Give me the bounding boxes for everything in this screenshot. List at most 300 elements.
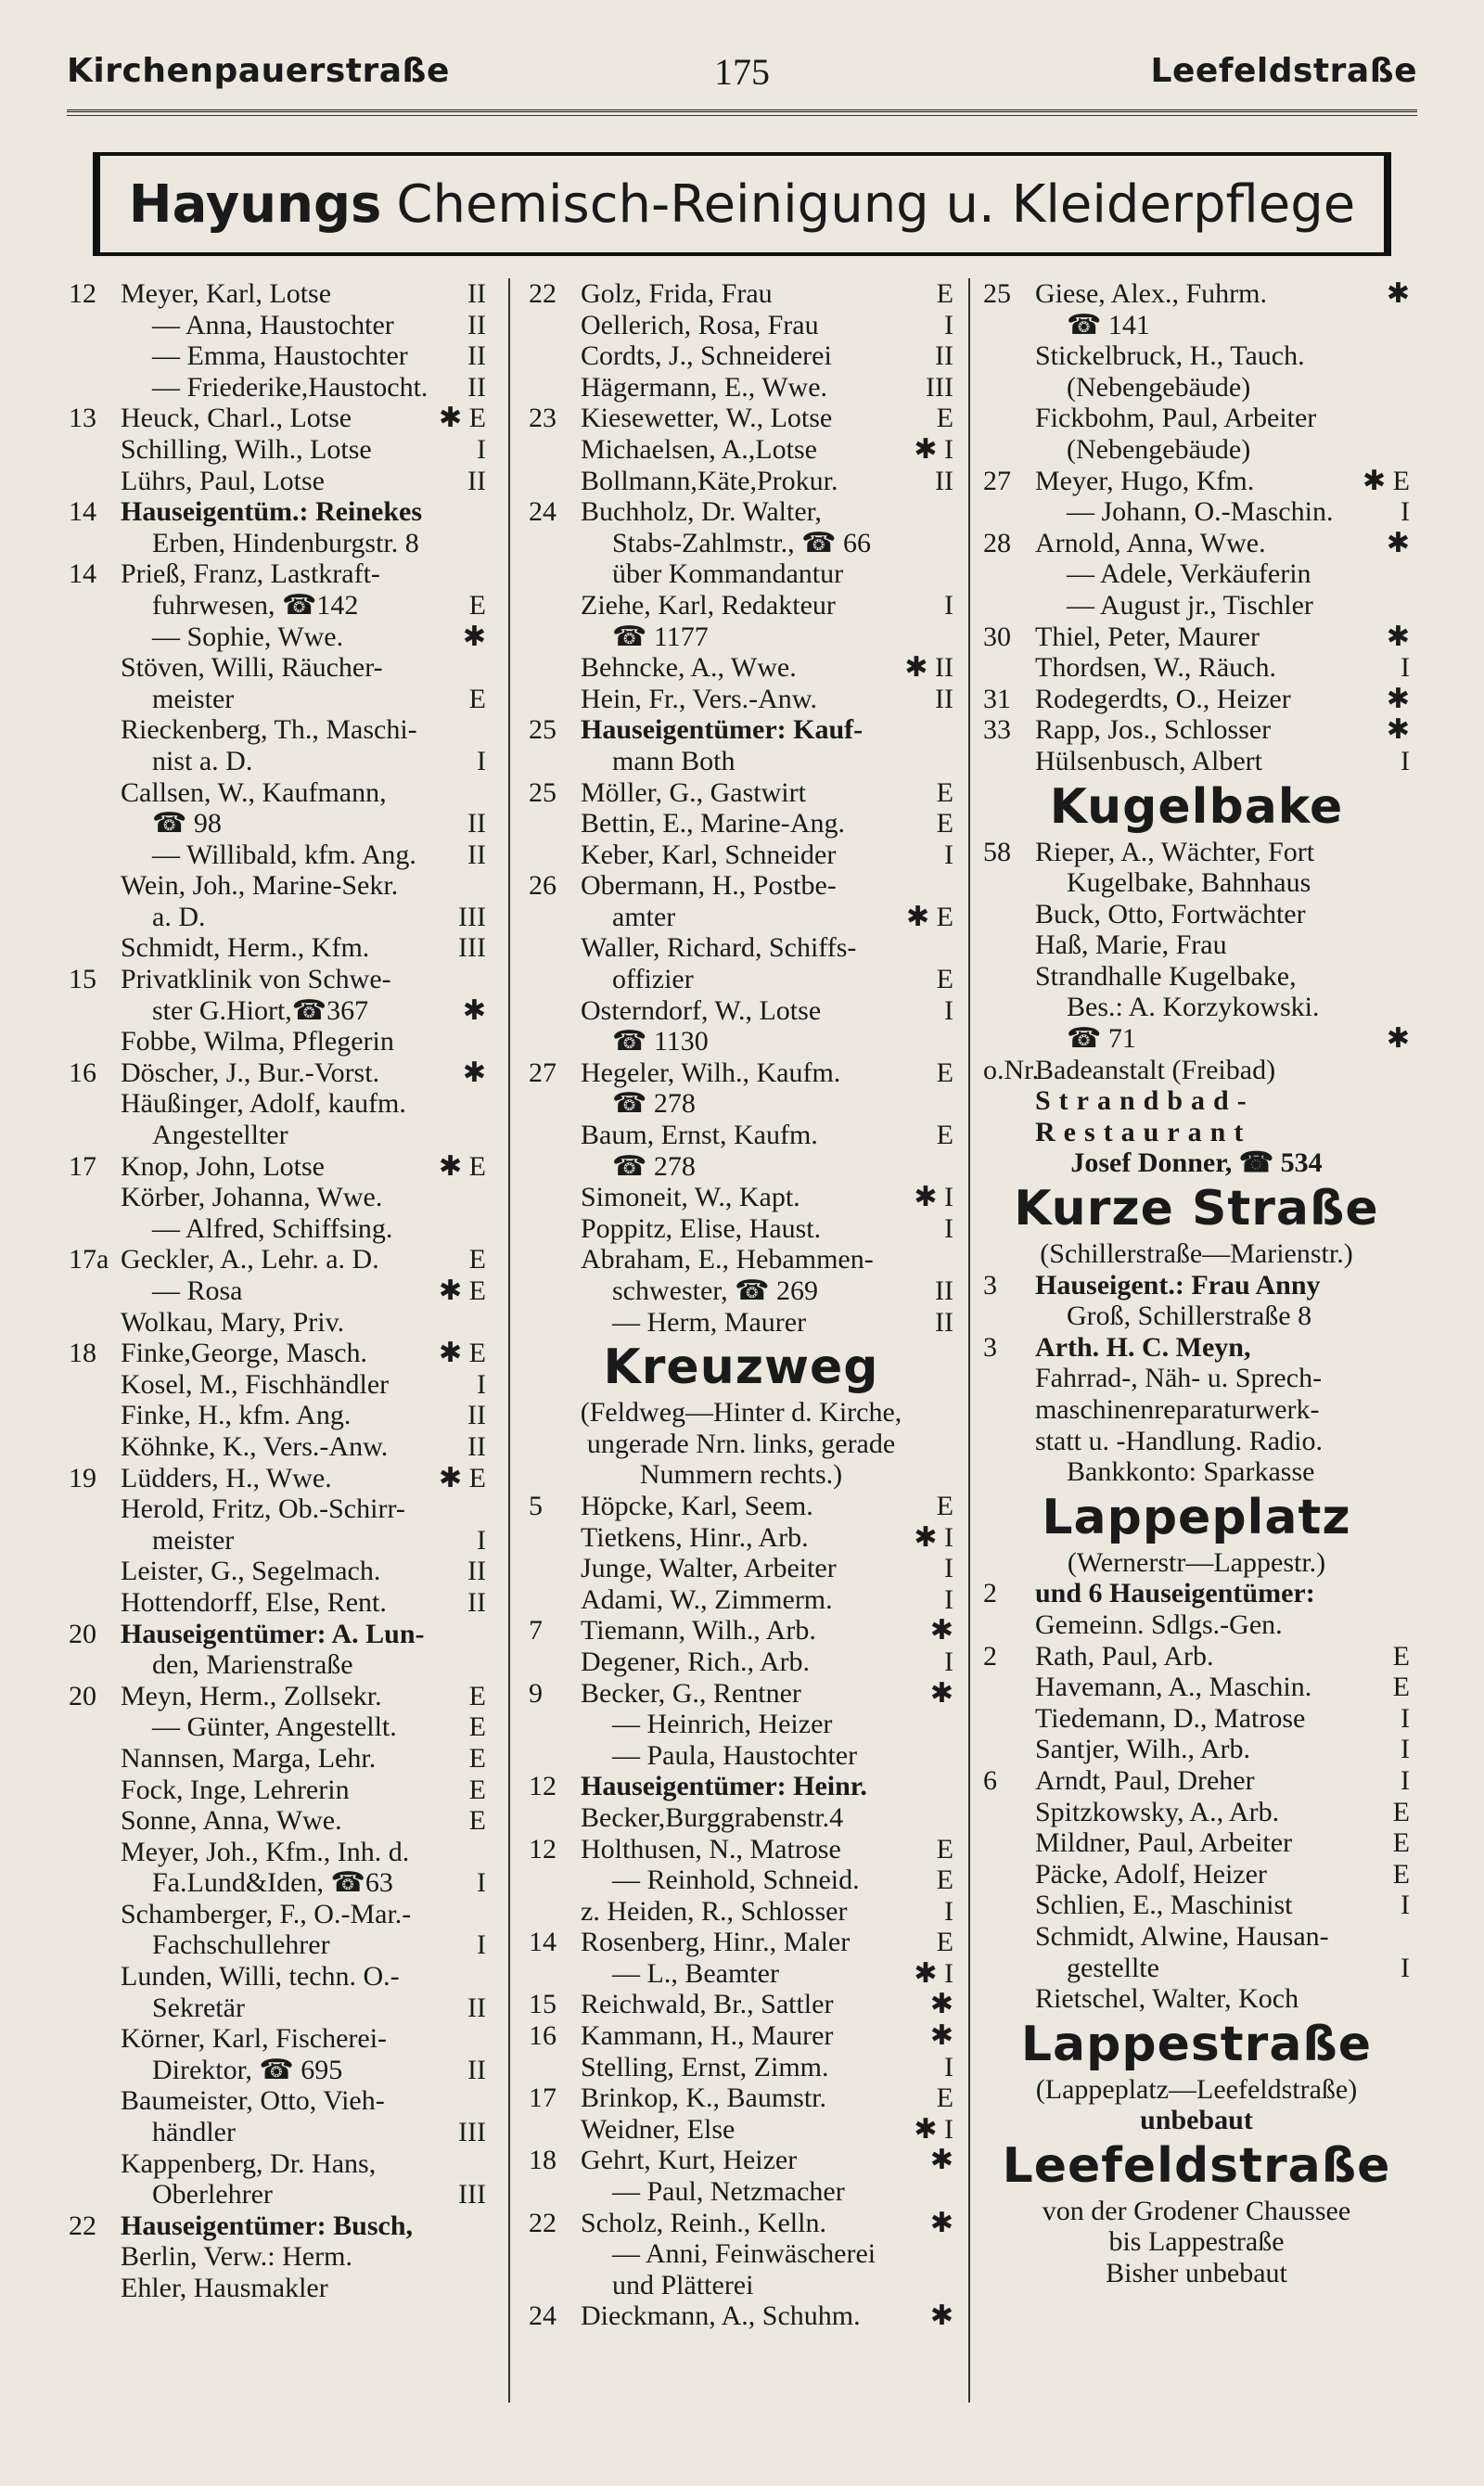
directory-entry (983, 403, 1410, 434)
entry-text: Hauseigentümer: Heinr. (581, 1771, 867, 1802)
floor-marker: I (477, 1368, 486, 1400)
house-number: o.Nr. (983, 1054, 1039, 1085)
floor-marker: I (477, 1867, 486, 1899)
floor-marker: II (467, 278, 486, 309)
entry-text: Behncke, A., Wwe. (581, 652, 797, 684)
house-number: 27 (983, 465, 1011, 496)
entry-text: — Paul, Netzmacher (612, 2176, 845, 2208)
directory-entry (69, 1775, 486, 1806)
entry-text: Cordts, J., Schneiderei (581, 340, 832, 372)
floor-marker: E (468, 1711, 486, 1743)
entry-text: — Sophie, Wwe. (152, 621, 344, 652)
directory-entry (69, 2148, 486, 2180)
entry-text: Josef Donner, ☎ 534 (1070, 1147, 1323, 1179)
directory-entry (69, 902, 486, 933)
entry-text: Schilling, Wilh., Lotse (121, 433, 372, 465)
entry-text: und Plätterei (612, 2269, 754, 2300)
entry-text: Groß, Schillerstraße 8 (1067, 1301, 1312, 1332)
directory-entry (529, 714, 953, 746)
house-number: 13 (69, 403, 96, 434)
floor-marker: E (468, 1774, 486, 1805)
house-number: 7 (529, 1615, 543, 1647)
directory-entry (529, 964, 953, 995)
directory-entry (983, 434, 1410, 466)
directory-entry (529, 746, 953, 777)
entry-text: Michaelsen, A.,Lotse (581, 433, 817, 465)
entry-text: Fock, Inge, Lehrerin (121, 1774, 350, 1805)
directory-entry (983, 1426, 1410, 1457)
directory-entry (529, 1057, 953, 1089)
ad-brand: Hayungs (128, 173, 382, 235)
entry-text: Hottendorff, Else, Rent. (121, 1586, 387, 1618)
house-number: 2 (983, 1578, 997, 1609)
entry-text: Kappenberg, Dr. Hans, (121, 2147, 377, 2179)
directory-entry (69, 2179, 486, 2210)
entry-text: Scholz, Reinh., Kelln. (581, 2207, 826, 2238)
entry-text: Ehler, Hausmakler (121, 2273, 328, 2303)
house-number: 24 (529, 2300, 556, 2332)
floor-marker: I (944, 1553, 953, 1584)
floor-marker: ✱ (929, 1989, 953, 2020)
directory-entry (529, 870, 953, 902)
entry-text: Geckler, A., Lehr. a. D. (121, 1244, 379, 1275)
directory-entry (69, 310, 486, 341)
directory-entry (529, 310, 953, 341)
floor-marker: E (936, 403, 953, 434)
entry-text: Prieß, Franz, Lastkraft- (121, 558, 380, 590)
entry-text: (Schillerstraße—Marienstr.) (1040, 1238, 1353, 1270)
directory-entry (69, 1681, 486, 1712)
floor-marker: E (936, 1120, 953, 1151)
entry-text: Schmidt, Herm., Kfm. (121, 932, 370, 964)
directory-entry (983, 1641, 1410, 1672)
directory-entry (69, 1649, 486, 1681)
street-heading: Kurze Straße (1014, 1181, 1379, 1237)
directory-entry (69, 1369, 486, 1401)
directory-entry (69, 1307, 486, 1339)
entry-text: Golz, Frida, Frau (581, 278, 773, 309)
directory-entry (69, 1993, 486, 2024)
entry-text: Waller, Richard, Schiffs- (581, 932, 857, 964)
entry-text: offizier (612, 964, 694, 995)
entry-text: — Willibald, kfm. Ang. (152, 839, 416, 870)
house-number: 17 (529, 2082, 556, 2114)
directory-entry (983, 992, 1410, 1023)
floor-marker: III (926, 371, 953, 403)
floor-marker: I (944, 1895, 953, 1927)
directory-entry (529, 2082, 953, 2114)
floor-marker: I (944, 1646, 953, 1677)
floor-marker: I (477, 745, 486, 776)
entry-text: Adami, W., Zimmerm. (581, 1583, 833, 1615)
entry-text: Nannsen, Marga, Lehr. (121, 1742, 377, 1774)
floor-marker: E (936, 964, 953, 995)
entry-text: — L., Beamter (612, 1957, 779, 1989)
directory-entry (69, 2085, 486, 2117)
entry-text: Angestellter (152, 1120, 288, 1151)
floor-marker: I (1401, 652, 1410, 684)
directory-entry (529, 528, 953, 559)
directory-entry (529, 622, 953, 653)
directory-entry (69, 1088, 486, 1120)
directory-entry (983, 867, 1410, 899)
floor-marker: II (467, 2054, 486, 2085)
entry-text: Tietkens, Hinr., Arb. (581, 1521, 809, 1553)
floor-marker: III (458, 932, 486, 964)
entry-text: Baumeister, Otto, Vieh- (121, 2085, 385, 2117)
entry-text: Brinkop, K., Baumstr. (581, 2082, 827, 2114)
directory-entry (983, 1270, 1410, 1301)
directory-entry (529, 2114, 953, 2146)
entry-text: Thordsen, W., Räuch. (1035, 652, 1276, 684)
entry-text: Kammann, H., Maurer (581, 2020, 834, 2052)
entry-text: — Rosa (152, 1275, 243, 1306)
entry-text: gestellte (1067, 1952, 1159, 1983)
directory-entry (983, 1547, 1410, 1579)
directory-entry (69, 2241, 486, 2273)
entry-text: — Herm, Maurer (612, 1306, 807, 1338)
directory-entry (529, 1397, 953, 1429)
entry-text: Fobbe, Wilma, Pflegerin (121, 1026, 394, 1057)
entry-text: Köhnke, K., Vers.-Anw. (121, 1430, 389, 1462)
entry-text: Möller, G., Gastwirt (581, 776, 806, 808)
directory-entry (983, 1456, 1410, 1488)
entry-text: — Johann, O.-Maschin. (1067, 496, 1334, 528)
directory-entry (529, 2270, 953, 2301)
directory-entry (69, 1182, 486, 1213)
entry-text: Becker, G., Rentner (581, 1677, 801, 1709)
directory-entry (69, 1338, 486, 1369)
header-left-street: Kirchenpauerstraße (67, 52, 450, 90)
directory-entry (69, 1275, 486, 1307)
house-number: 19 (69, 1462, 96, 1493)
entry-text: Simoneit, W., Kapt. (581, 1182, 800, 1213)
directory-entry (983, 1609, 1410, 1641)
entry-text: Finke,George, Masch. (121, 1338, 368, 1369)
floor-marker: ✱ E (439, 1462, 486, 1493)
house-number: 12 (529, 1771, 556, 1802)
floor-marker: E (936, 1490, 953, 1521)
directory-entry (529, 340, 953, 372)
entry-text: Osterndorf, W., Lotse (581, 994, 822, 1026)
entry-text: Rapp, Jos., Schlosser (1035, 714, 1272, 746)
directory-entry (529, 2300, 953, 2332)
entry-text: Ziehe, Karl, Redakteur (581, 589, 836, 621)
directory-entry (69, 932, 486, 964)
entry-text: Höpcke, Karl, Seem. (581, 1490, 813, 1521)
directory-entry (529, 1429, 953, 1460)
entry-text: Degener, Rich., Arb. (581, 1646, 811, 1677)
directory-entry (529, 1771, 953, 1802)
entry-text: — Adele, Verkäuferin (1067, 558, 1311, 590)
house-number: 17 (69, 1150, 96, 1182)
floor-marker: ✱ E (439, 1275, 486, 1306)
floor-marker: ✱ (462, 994, 486, 1026)
entry-text: Hauseigent.: Frau Anny (1035, 1269, 1321, 1301)
entry-text: statt u. -Handlung. Radio. (1035, 1425, 1323, 1456)
entry-text: Holthusen, N., Matrose (581, 1833, 841, 1864)
directory-entry (529, 2145, 953, 2176)
directory-entry (983, 1363, 1410, 1394)
floor-marker: E (468, 1742, 486, 1774)
entry-text: Mildner, Paul, Arbeiter (1035, 1827, 1293, 1859)
floor-marker: E (1392, 1827, 1410, 1859)
entry-text: Badeanstalt (Freibad) (1035, 1054, 1276, 1085)
entry-text: Gehrt, Kurt, Heizer (581, 2145, 798, 2176)
entry-text: — Emma, Haustochter (152, 340, 408, 372)
floor-marker: E (1392, 1858, 1410, 1890)
directory-entry (529, 1026, 953, 1057)
floor-marker: III (458, 2179, 486, 2210)
entry-text: Bisher unbebaut (1106, 2258, 1287, 2289)
directory-entry (69, 1525, 486, 1557)
directory-entry (69, 746, 486, 777)
directory-entry (69, 1151, 486, 1183)
directory-entry (529, 1151, 953, 1183)
floor-marker: I (944, 2051, 953, 2082)
floor-marker: E (936, 1057, 953, 1088)
directory-entry (529, 2052, 953, 2083)
entry-text: Stickelbruck, H., Tauch. (1035, 340, 1305, 372)
entry-text: ☎ 278 (612, 1088, 696, 1120)
entry-text: Hülsenbusch, Albert (1035, 745, 1262, 776)
floor-marker: ✱ (1386, 714, 1410, 746)
directory-entry (983, 1953, 1410, 1984)
directory-entry (983, 1672, 1410, 1703)
floor-marker: II (935, 683, 953, 714)
house-number: 18 (529, 2145, 556, 2176)
directory-entry (69, 1244, 486, 1275)
entry-text: — Reinhold, Schneid. (612, 1864, 860, 1896)
directory-entry (983, 2105, 1410, 2136)
floor-marker: E (1392, 1672, 1410, 1703)
floor-marker: ✱ (1386, 683, 1410, 714)
entry-text: Päcke, Adolf, Heizer (1035, 1858, 1267, 1890)
directory-entry (529, 466, 953, 497)
entry-text: Haß, Marie, Frau (1035, 929, 1227, 961)
directory-entry (983, 466, 1410, 497)
floor-marker: ✱ I (914, 1521, 953, 1553)
entry-text: Havemann, A., Maschin. (1035, 1672, 1312, 1703)
house-number: 3 (983, 1331, 997, 1363)
entry-text: Arnold, Anna, Wwe. (1035, 527, 1266, 558)
directory-entry (529, 278, 953, 310)
entry-text: Berlin, Verw.: Herm. (121, 2241, 352, 2273)
entry-text: Kugelbake, Bahnhaus (1067, 867, 1311, 899)
directory-entry (69, 1805, 486, 1837)
entry-text: bis Lappestraße (1108, 2226, 1285, 2258)
floor-marker: I (944, 839, 953, 870)
floor-marker: I (944, 994, 953, 1026)
floor-marker: II (467, 1400, 486, 1431)
entry-text: Kosel, M., Fischhändler (121, 1368, 390, 1400)
house-number: 15 (69, 964, 96, 995)
directory-entry (69, 1743, 486, 1775)
directory-entry (69, 1929, 486, 1961)
directory-entry (69, 808, 486, 839)
entry-text: Wolkau, Mary, Priv. (121, 1306, 345, 1338)
entry-text: Hauseigentümer: Busch, (121, 2210, 413, 2241)
floor-marker: I (944, 1583, 953, 1615)
directory-entry (69, 839, 486, 871)
floor-marker: II (467, 371, 486, 403)
street-heading: Kugelbake (1049, 778, 1344, 835)
house-number: 3 (983, 1269, 997, 1301)
floor-marker: I (1401, 1890, 1410, 1921)
floor-marker: III (458, 901, 486, 932)
directory-entry (983, 1703, 1410, 1735)
entry-text: Fa.Lund&Iden, ☎63 (152, 1867, 393, 1899)
house-number: 12 (69, 278, 96, 309)
entry-text: Körner, Karl, Fischerei- (121, 2023, 388, 2055)
entry-text: ☎ 1177 (612, 621, 709, 652)
entry-text: — Günter, Angestellt. (152, 1711, 397, 1743)
directory-entry (69, 528, 486, 559)
directory-entry (529, 1213, 953, 1245)
house-number: 28 (983, 527, 1011, 558)
entry-text: ☎ 141 (1067, 309, 1150, 340)
entry-text: meister (152, 1524, 235, 1556)
directory-entry (529, 372, 953, 404)
directory-entry (529, 1709, 953, 1740)
directory-entry (69, 496, 486, 528)
directory-entry (529, 1244, 953, 1275)
entry-text: Rosenberg, Hinr., Maler (581, 1927, 851, 1958)
directory-entry (529, 1615, 953, 1647)
directory-entry (983, 1827, 1410, 1859)
directory-entry (983, 2074, 1410, 2106)
directory-entry (983, 2258, 1410, 2289)
entry-text: Hauseigentüm.: Reinekes (121, 496, 422, 528)
floor-marker: I (1401, 1952, 1410, 1983)
floor-marker: ✱ (929, 1677, 953, 1709)
entry-text: Bollmann,Käte,Prokur. (581, 465, 838, 496)
entry-text: — Anni, Feinwäscherei (612, 2238, 876, 2270)
floor-marker: ✱ E (906, 901, 953, 932)
entry-text: ☎ 98 (152, 808, 222, 839)
directory-entry (69, 1837, 486, 1868)
directory-entry (983, 1578, 1410, 1609)
directory-entry (983, 622, 1410, 653)
floor-marker: ✱ II (904, 652, 953, 684)
directory-entry (69, 466, 486, 497)
floor-marker: I (477, 1524, 486, 1556)
floor-marker: II (467, 839, 486, 870)
house-number: 14 (529, 1927, 556, 1958)
directory-entry (69, 278, 486, 310)
entry-text: (Nebengebäude) (1067, 371, 1251, 403)
entry-text: Nummern rechts.) (639, 1459, 843, 1491)
entry-text: Hägermann, E., Wwe. (581, 371, 828, 403)
directory-entry (983, 1859, 1410, 1890)
entry-text: — Heinrich, Heizer (612, 1709, 833, 1740)
directory-entry (983, 837, 1410, 868)
column-divider (508, 278, 510, 2403)
entry-text: Rodegerdts, O., Heizer (1035, 683, 1291, 714)
floor-marker: I (944, 309, 953, 340)
directory-entry (529, 652, 953, 684)
directory-entry (983, 961, 1410, 993)
entry-text: — Paula, Haustochter (612, 1739, 858, 1771)
house-number: 24 (529, 496, 556, 528)
directory-entry (69, 2023, 486, 2055)
floor-marker: II (467, 808, 486, 839)
entry-text: über Kommandantur (612, 558, 844, 590)
floor-marker: ✱ (929, 2020, 953, 2052)
floor-marker: ✱ I (914, 1957, 953, 1989)
entry-text: Heuck, Charl., Lotse (121, 403, 352, 434)
floor-marker: II (467, 1992, 486, 2023)
entry-text: Bankkonto: Sparkasse (1067, 1456, 1315, 1488)
entry-text: Strandhalle Kugelbake, (1035, 960, 1297, 992)
directory-entry (69, 1463, 486, 1494)
directory-entry (529, 1678, 953, 1710)
entry-text: (Feldweg—Hinter d. Kirche, (580, 1397, 902, 1429)
directory-entry (529, 403, 953, 434)
entry-text: Meyer, Karl, Lotse (121, 278, 332, 309)
floor-marker: ✱ E (439, 1150, 486, 1182)
directory-entry (69, 652, 486, 684)
directory-entry (983, 1765, 1410, 1797)
entry-text: — August jr., Tischler (1067, 589, 1313, 621)
entry-text: Strandbad- (1035, 1085, 1255, 1117)
entry-text: maschinenreparaturwerk- (1035, 1394, 1320, 1425)
entry-text: Finke, H., kfm. Ang. (121, 1400, 352, 1431)
entry-text: Reichwald, Br., Sattler (581, 1989, 834, 2020)
entry-text: Meyn, Herm., Zollsekr. (121, 1680, 382, 1711)
directory-entry (983, 1734, 1410, 1765)
floor-marker: E (468, 589, 486, 621)
entry-text: Bes.: A. Korzykowski. (1067, 992, 1320, 1023)
entry-text: Schamberger, F., O.-Mar.- (121, 1898, 412, 1929)
directory-entry (983, 278, 1410, 310)
entry-text: Sonne, Anna, Wwe. (121, 1805, 342, 1837)
house-number: 22 (529, 2207, 556, 2238)
directory-entry (983, 2226, 1410, 2258)
directory-entry (529, 1182, 953, 1213)
directory-entry (529, 1647, 953, 1678)
directory-entry (983, 714, 1410, 746)
entry-text: Buchholz, Dr. Walter, (581, 496, 822, 528)
directory-entry (69, 1431, 486, 1463)
entry-text: Fickbohm, Paul, Arbeiter (1035, 403, 1317, 434)
directory-entry (983, 1238, 1410, 1270)
directory-entry (983, 1983, 1410, 2015)
floor-marker: II (935, 1306, 953, 1338)
entry-text: Schlien, E., Maschinist (1035, 1890, 1293, 1921)
entry-text: Arth. H. C. Meyn, (1035, 1331, 1251, 1363)
floor-marker: E (936, 776, 953, 808)
directory-entry (983, 590, 1410, 622)
entry-text: händler (152, 2117, 236, 2148)
directory-entry (69, 434, 486, 466)
directory-entry (529, 2020, 953, 2052)
entry-text: Fachschullehrer (152, 1929, 330, 1961)
directory-entry (529, 1896, 953, 1928)
directory-entry (69, 403, 486, 434)
floor-marker: ✱ (929, 2145, 953, 2176)
directory-entry (983, 1394, 1410, 1426)
house-number: 22 (529, 278, 556, 309)
entry-text: (Nebengebäude) (1067, 433, 1251, 465)
directory-entry (529, 1307, 953, 1339)
entry-text: Giese, Alex., Fuhrm. (1035, 278, 1267, 309)
floor-marker: ✱ (1386, 527, 1410, 558)
entry-text: Erben, Hindenburgstr. 8 (152, 527, 419, 558)
floor-marker: E (936, 1864, 953, 1896)
entry-text: Becker,Burggrabenstr.4 (581, 1801, 844, 1833)
house-number: 30 (983, 621, 1011, 652)
